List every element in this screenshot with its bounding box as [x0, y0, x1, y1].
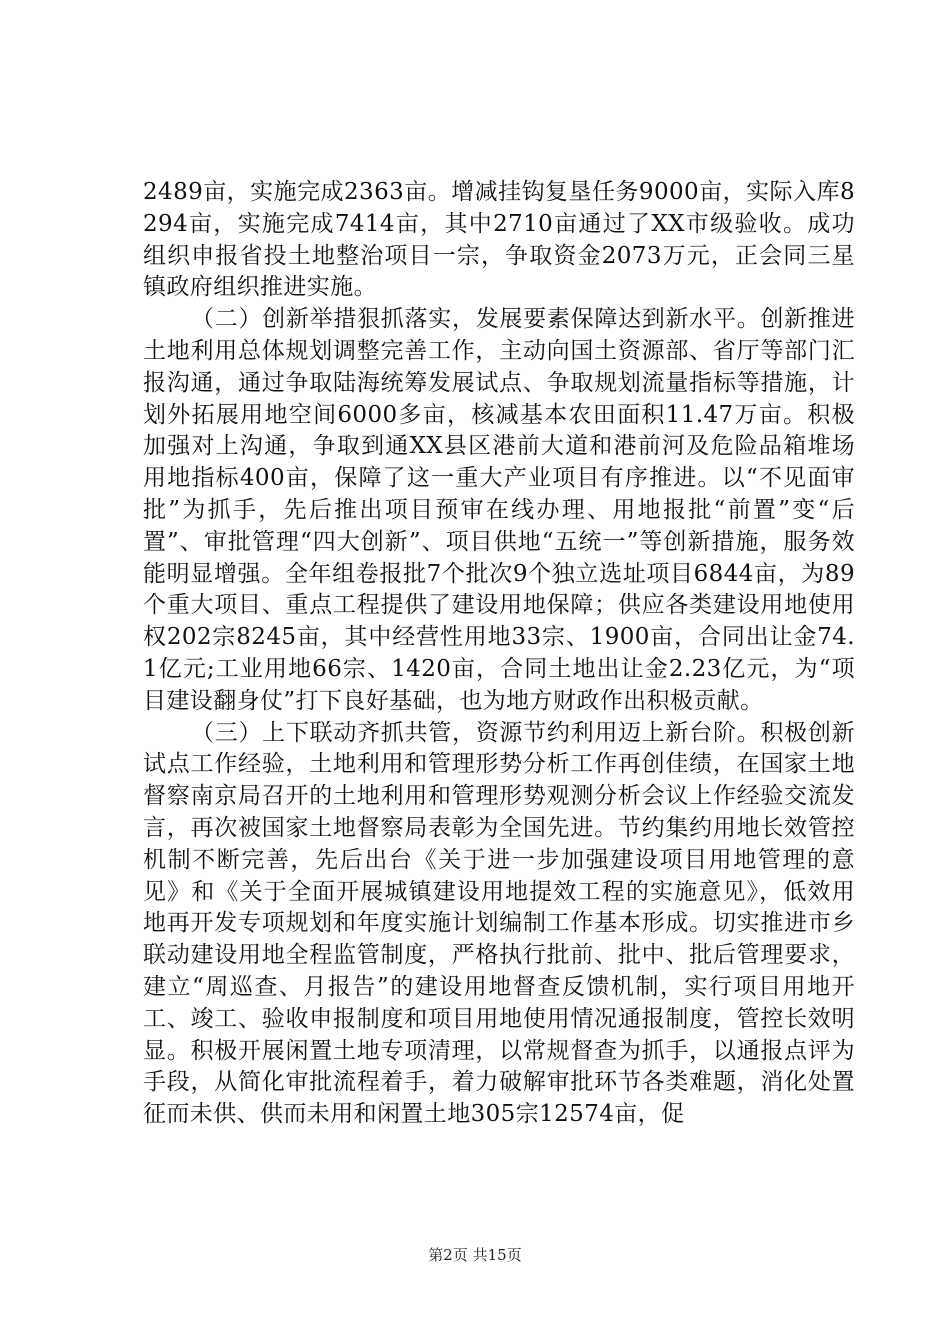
- page-footer: 第2页 共15页: [428, 1246, 522, 1264]
- paragraph-section-three: （三）上下联动齐抓共管，资源节约利用迈上新台阶。积极创新试点工作经验，土地利用和管理形势分析工作再创佳绩，在国家土地督察南京局召开的土地利用和管理形势观测分析会议上作经验交流发言，再次被国家土地督察局表彰为全国先进。节约集约用地长效管控机制不断完善，先后出台《关于进一步加强建设项目用地管理的意见》和《关于全面开展城镇建设用地提效工程的实施意见》，低效用地再开发专项规划和年度实施计划编制工作基本形成。切实推进市乡联动建设用地全程监管制度，严格执行批前、批中、批后管理要求，建立“周巡查、月报告”的建设用地督查反馈机制，实行项目用地开工、竣工、验收申报制度和项目用地使用情况通报制度，管控长效明显。积极开展闲置土地专项清理，以常规督查为抓手，以通报点评为手段，从简化审批流程着手，着力破解审批环节各类难题，消化处置征而未供、供而未用和闲置土地305宗12574亩，促: [143, 719, 855, 1128]
- paragraph-section-two: （二）创新举措狠抓落实，发展要素保障达到新水平。创新推进土地利用总体规划调整完善工作，主动向国土资源部、省厅等部门汇报沟通，通过争取陆海统筹发展试点、争取规划流量指标等措施，计划外拓展用地空间6000多亩，核减基本农田面积11.47万亩。积极加强对上沟通，争取到通XX县区港前大道和港前河及危险品箱堆场用地指标400亩，保障了这一重大产业项目有序推进。以“不见面审批”为抓手，先后推出项目预审在线办理、用地报批“前置”变“后置”、审批管理“四大创新”、项目供地“五统一”等创新措施，服务效能明显增强。全年组卷报批7个批次9个独立选址项目6844亩，为89个重大项目、重点工程提供了建设用地保障；供应各类建设用地使用权202宗8245亩，其中经营性用地33宗、1900亩，合同出让金74.1亿元;工业用地66宗、1420亩，合同土地出让金2.23亿元，为“项目建设翻身仗”打下良好基础，也为地方财政作出积极贡献。: [143, 306, 855, 714]
- document-body: [143, 177, 855, 1131]
- paragraph-continuation: 2489亩，实施完成2363亩。增减挂钩复垦任务9000亩，实际入库8294亩，实施完成7414亩，其中2710亩通过了XX市级验收。成功组织申报省投土地整治项目一宗，争取资金2073万元，正会同三星镇政府组织推进实施。: [143, 179, 855, 301]
